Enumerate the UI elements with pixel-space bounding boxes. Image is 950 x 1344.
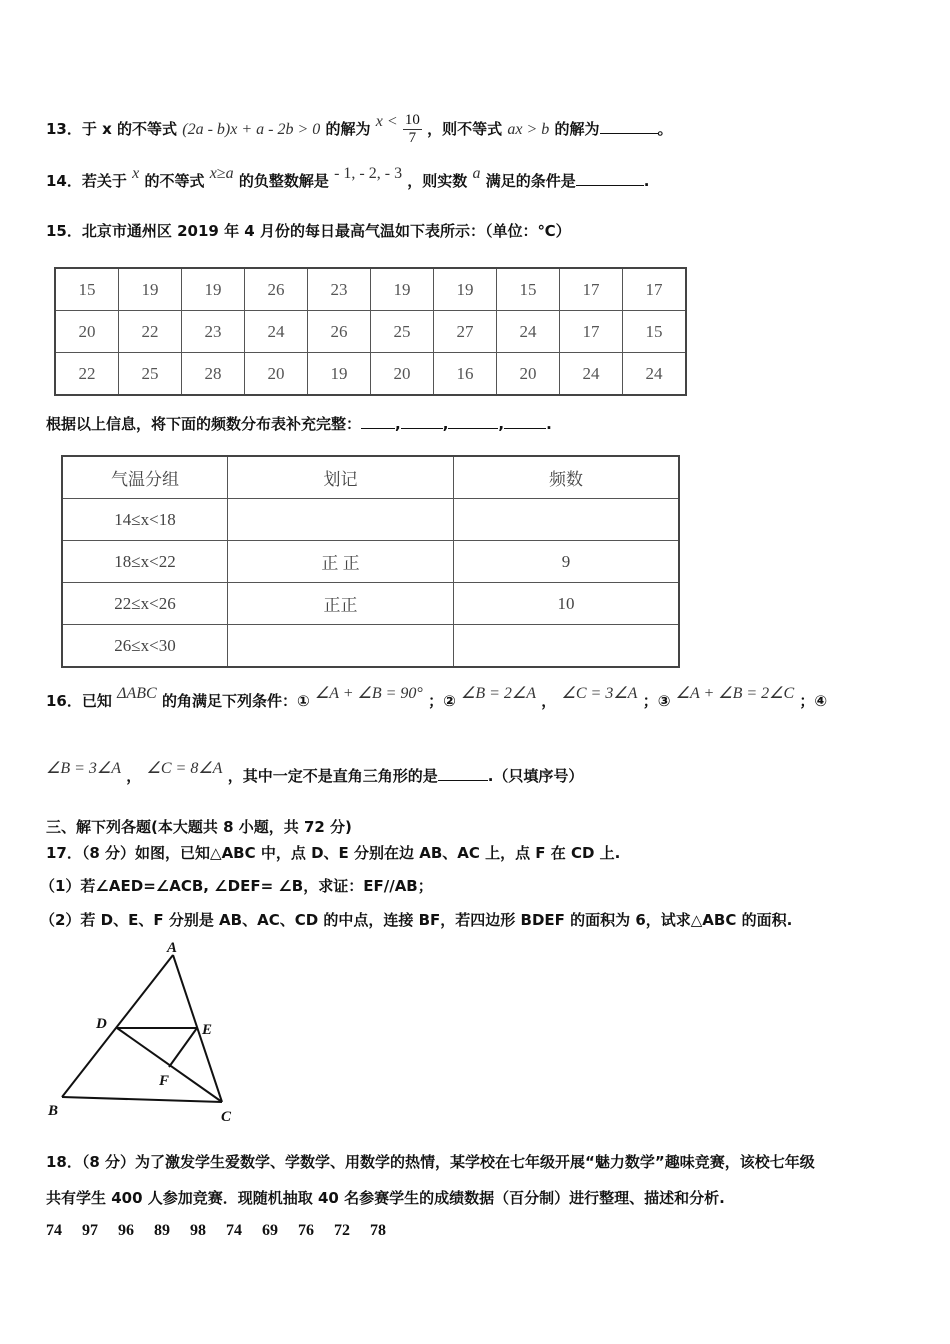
q14-post: 满足的条件是 (485, 172, 576, 190)
q13-end: 。 (657, 120, 673, 138)
temp-cell: 24 (560, 353, 623, 396)
q13-fraction-den: 7 (408, 130, 417, 146)
temp-cell: 28 (182, 353, 245, 396)
q14-blank[interactable] (576, 171, 644, 186)
q13-solution-lhs: x < (375, 113, 398, 130)
score-value: 74 (226, 1222, 242, 1239)
temp-cell: 23 (308, 268, 371, 311)
q13-inequality: (2a - b)x + a - 2b > 0 (182, 121, 321, 138)
q15-fill-end: . (546, 415, 552, 433)
score-value: 76 (298, 1222, 314, 1239)
temp-cell: 22 (55, 353, 119, 396)
temp-cell: 15 (497, 268, 560, 311)
triangle-figure (40, 935, 250, 1130)
q16-mid: 的角满足下列条件：① (161, 692, 310, 710)
q15-sep: , (395, 415, 401, 433)
count-cell[interactable] (454, 499, 680, 541)
label-D: D (96, 1016, 107, 1032)
table-row (62, 583, 679, 625)
q15-blank-3[interactable] (448, 414, 498, 429)
q16-prefix: 16．已知 (46, 692, 112, 710)
q14-var: x (132, 165, 140, 182)
q16-sep: ；③ (642, 692, 671, 710)
label-E: E (202, 1022, 213, 1038)
score-value: 72 (334, 1222, 350, 1239)
score-value: 98 (190, 1222, 206, 1239)
temp-cell: 24 (245, 311, 308, 353)
tally-cell[interactable] (228, 625, 454, 668)
temp-cell: 25 (119, 353, 182, 396)
q16-condition-1: ∠A + ∠B = 90° (314, 685, 423, 702)
q16-sep: ；④ (799, 692, 828, 710)
segment-EF (169, 1028, 197, 1067)
q16-end: .（只填序号） (487, 767, 584, 785)
q14-solution: - 1, - 2, - 3 (334, 165, 403, 182)
count-cell: 9 (454, 541, 680, 583)
temp-cell: 17 (623, 268, 687, 311)
q13-fraction-num: 10 (404, 112, 420, 128)
score-value: 69 (262, 1222, 278, 1239)
question-14 (46, 165, 650, 191)
q13-post: 的解为 (554, 120, 600, 138)
score-list (46, 1222, 386, 1240)
temp-cell: 19 (119, 268, 182, 311)
group-cell: 26≤x<30 (62, 625, 228, 668)
tally-cell[interactable] (228, 499, 454, 541)
temp-cell: 19 (434, 268, 497, 311)
score-value: 96 (118, 1222, 134, 1239)
temp-cell: 19 (371, 268, 434, 311)
q13-mid: 的解为 (325, 120, 371, 138)
question-17-stem: 17．（8 分）如图，已知△ABC 中，点 D、E 分别在边 AB、AC 上，点 F 在 CD 上. (46, 844, 621, 862)
q15-fill-line (46, 413, 552, 434)
temp-cell: 15 (623, 311, 687, 353)
temp-cell: 23 (182, 311, 245, 353)
side-AB (62, 955, 173, 1097)
temp-cell: 16 (434, 353, 497, 396)
q13-blank[interactable] (600, 119, 658, 134)
temp-cell: 20 (55, 311, 119, 353)
q16-condition-4a: ∠B = 3∠A (46, 760, 122, 777)
q15-sep: , (498, 415, 505, 433)
temp-cell: 19 (182, 268, 245, 311)
q16-comma: ， (541, 692, 557, 710)
q16-post: ，其中一定不是直角三角形的是 (227, 767, 438, 785)
q15-fill-text: 根据以上信息，将下面的频数分布表补充完整： (46, 415, 362, 433)
table-row (62, 499, 679, 541)
score-value: 89 (154, 1222, 170, 1239)
label-C: C (221, 1109, 232, 1125)
score-value: 78 (370, 1222, 386, 1239)
question-18-line-2: 共有学生 400 人参加竞赛．现随机抽取 40 名参赛学生的成绩数据（百分制）进行整理、描述和分析. (46, 1189, 725, 1207)
temp-cell: 20 (245, 353, 308, 396)
q13-inequality2: ax > b (507, 121, 550, 138)
temp-cell: 24 (623, 353, 687, 396)
q16-condition-2b: ∠C = 3∠A (561, 685, 638, 702)
q16-comma: ， (126, 767, 142, 785)
section-heading: 三、解下列各题(本大题共 8 小题，共 72 分) (46, 818, 352, 836)
temp-cell: 25 (371, 311, 434, 353)
q14-mid3: ，则实数 (407, 172, 468, 190)
table-row (55, 353, 686, 396)
q15-blank-4[interactable] (504, 414, 546, 429)
group-cell: 22≤x<26 (62, 583, 228, 625)
score-value: 97 (82, 1222, 98, 1239)
question-16 (46, 685, 828, 711)
side-BC (62, 1097, 222, 1102)
question-17-part-1: （1）若∠AED=∠ACB, ∠DEF= ∠B，求证：EF//AB； (40, 877, 433, 895)
temp-cell: 24 (497, 311, 560, 353)
q16-condition-3: ∠A + ∠B = 2∠C (675, 685, 795, 702)
q14-end: . (643, 172, 650, 190)
question-15: 15．北京市通州区 2019 年 4 月份的每日最高气温如下表所示：（单位：℃） (46, 222, 571, 240)
frequency-table (61, 455, 680, 668)
question-17-part-2: （2）若 D、E、F 分别是 AB、AC、CD 的中点，连接 BF，若四边形 BDEF 的面积为 6，试求△ABC 的面积. (40, 911, 793, 929)
header-cell: 划记 (228, 456, 454, 499)
group-cell: 14≤x<18 (62, 499, 228, 541)
score-value: 74 (46, 1222, 62, 1239)
q16-condition-2a: ∠B = 2∠A (461, 685, 537, 702)
label-F: F (159, 1073, 170, 1089)
tally-cell: 正正 (228, 583, 454, 625)
temp-cell: 17 (560, 268, 623, 311)
temp-cell: 20 (371, 353, 434, 396)
header-cell: 频数 (454, 456, 680, 499)
q13-fraction (403, 112, 422, 147)
label-B: B (48, 1103, 59, 1119)
label-A: A (167, 940, 178, 956)
temp-cell: 19 (308, 353, 371, 396)
q14-var2: a (472, 165, 481, 182)
temp-cell: 15 (55, 268, 119, 311)
q16-blank[interactable] (438, 766, 488, 781)
group-cell: 18≤x<22 (62, 541, 228, 583)
q13-mid2: ，则不等式 (427, 120, 503, 138)
question-13 (46, 112, 673, 147)
q14-inequality: x≥a (209, 165, 234, 182)
q15-blank-2[interactable] (401, 414, 443, 429)
q16-sep: ；② (428, 692, 456, 710)
q14-mid: 的不等式 (144, 172, 205, 190)
temp-cell: 26 (245, 268, 308, 311)
q16-condition-4b: ∠C = 8∠A (146, 760, 223, 777)
table-row (55, 268, 686, 311)
tally-cell: 正 正 (228, 541, 454, 583)
q13-prefix: 13．于 x 的不等式 (46, 120, 177, 138)
q14-mid2: 的负整数解是 (238, 172, 329, 190)
temp-cell: 17 (560, 311, 623, 353)
q14-prefix: 14．若关于 (46, 172, 127, 190)
temp-cell: 27 (434, 311, 497, 353)
table-row (62, 541, 679, 583)
table-row (55, 311, 686, 353)
temperature-table (54, 267, 687, 396)
count-cell[interactable] (454, 625, 680, 668)
table-row (62, 625, 679, 668)
temp-cell: 20 (497, 353, 560, 396)
temp-cell: 26 (308, 311, 371, 353)
count-cell: 10 (454, 583, 680, 625)
q16-triangle: ΔABC (117, 685, 157, 702)
q15-blank-1[interactable] (361, 414, 395, 429)
table-header-row (62, 456, 679, 499)
question-18-line-1: 18．（8 分）为了激发学生爱数学、学数学、用数学的热情，某学校在七年级开展“魅力数学”趣味竞赛，该校七年级 (46, 1153, 815, 1171)
q15-sep: , (442, 415, 449, 433)
question-16-cont (46, 760, 584, 786)
header-cell: 气温分组 (62, 456, 228, 499)
temp-cell: 22 (119, 311, 182, 353)
